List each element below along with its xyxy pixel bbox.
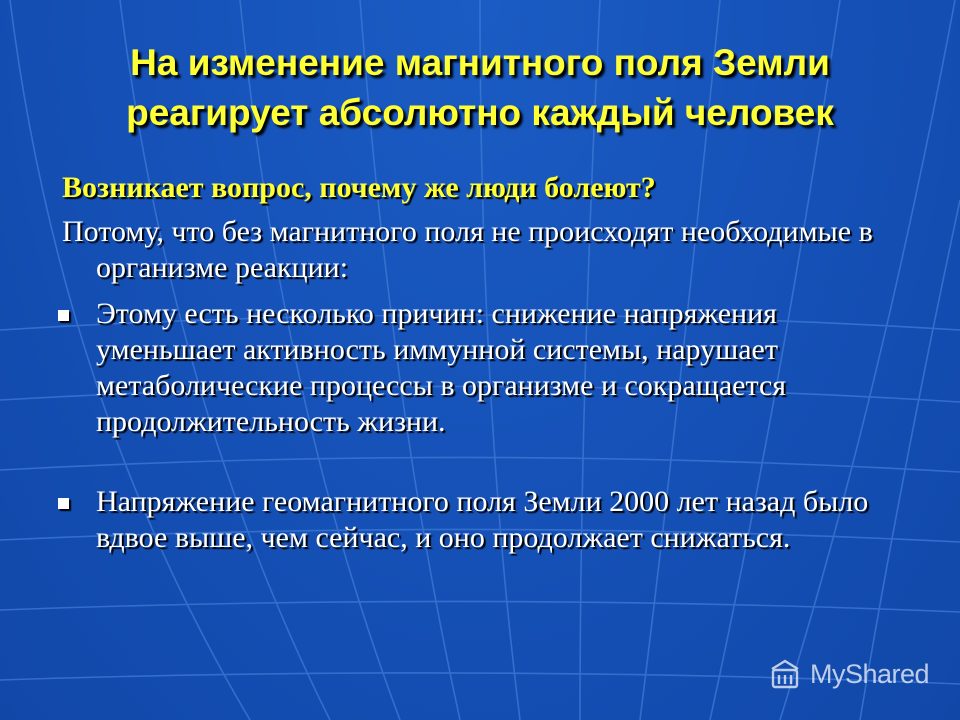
- bullet-item-causes: Этому есть несколько причин: снижение напряжения уменьшает активность иммунной системы, нарушает метаболические процессы в организме и сокращается продолжительность жизни.: [96, 297, 787, 438]
- bullet-square-icon: [58, 310, 69, 321]
- slide-title: [40, 38, 920, 138]
- intro-paragraph: Потому, что без магнитного поля не происходят необходимые в организме реакции:: [62, 215, 873, 284]
- title-line-2: реагирует абсолютно каждый человек: [126, 92, 834, 133]
- title-line-1: На изменение магнитного поля Земли: [130, 42, 830, 83]
- myshared-logo-icon: [766, 655, 804, 693]
- question-heading: Возникает вопрос, почему же люди болеют?: [62, 171, 656, 204]
- myshared-watermark: [766, 654, 929, 694]
- bullet-item-field-strength: Напряжение геомагнитного поля Земли 2000 лет назад было вдвое выше, чем сейчас, и оно продолжает снижаться.: [96, 485, 869, 554]
- watermark-text: MyShared: [810, 658, 930, 689]
- bullet-square-icon: [58, 498, 69, 509]
